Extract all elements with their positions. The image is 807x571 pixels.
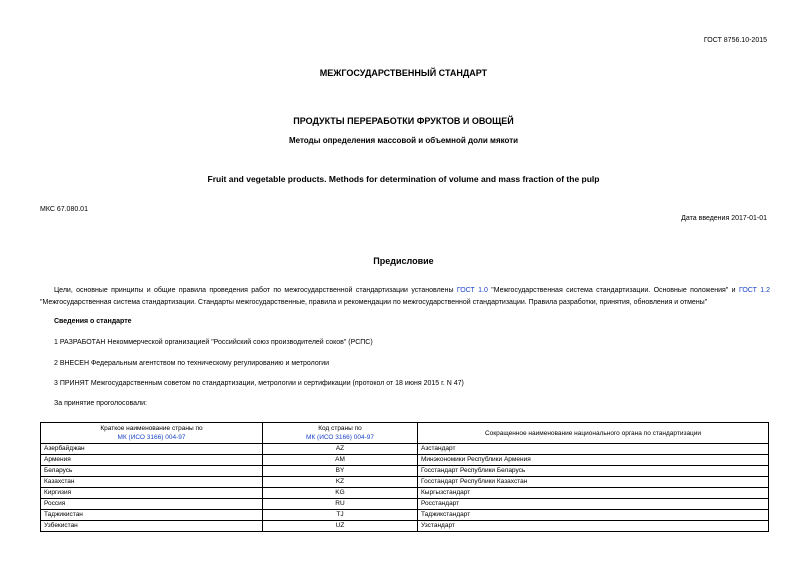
- cell-code: BY: [263, 466, 418, 477]
- cell-body: Росстандарт: [418, 499, 769, 510]
- cell-code: AZ: [263, 444, 418, 455]
- cell-body: Госстандарт Республики Казахстан: [418, 477, 769, 488]
- standard-type-heading: МЕЖГОСУДАРСТВЕННЫЙ СТАНДАРТ: [319, 68, 488, 78]
- table-header-row: [41, 423, 769, 444]
- table-row: [41, 444, 769, 455]
- english-title: Fruit and vegetable products. Methods for determination of volume and mass fraction of the pulp: [207, 174, 600, 184]
- mks-code: МКС 67.080.01: [40, 206, 88, 213]
- preface-text-2: "Межгосударственная система стандартизации. Основные положения" и: [487, 287, 739, 294]
- cell-code: AM: [263, 455, 418, 466]
- standard-info-heading: Сведения о стандарте: [54, 318, 132, 325]
- gost-1-2-link[interactable]: ГОСТ 1.2: [738, 287, 770, 294]
- table-row: [41, 466, 769, 477]
- header-body: Сокращенное наименование национального органа по стандартизации: [418, 423, 769, 444]
- cell-code: KG: [263, 488, 418, 499]
- table-row: [41, 521, 769, 532]
- cell-body: Госстандарт Республики Беларусь: [418, 466, 769, 477]
- cell-country: Россия: [41, 499, 263, 510]
- document-title: ПРОДУКТЫ ПЕРЕРАБОТКИ ФРУКТОВ И ОВОЩЕЙ: [293, 116, 514, 126]
- table-row: [41, 488, 769, 499]
- cell-country: Беларусь: [41, 466, 263, 477]
- info-item-2: 2 ВНЕСЕН Федеральным агентством по техническому регулированию и метрологии: [54, 360, 330, 367]
- cell-body: Узстандарт: [418, 521, 769, 532]
- table-row: [41, 477, 769, 488]
- cell-country: Азербайджан: [41, 444, 263, 455]
- cell-body: Минэкономики Республики Армения: [418, 455, 769, 466]
- table-row: [41, 499, 769, 510]
- cell-code: KZ: [263, 477, 418, 488]
- document-code: ГОСТ 8756.10-2015: [703, 37, 767, 44]
- header-code: Код страны по МК (ИСО 3166) 004-97: [263, 423, 418, 444]
- preface-heading: Предисловие: [373, 256, 434, 266]
- cell-code: UZ: [263, 521, 418, 532]
- cell-country: Таджикистан: [41, 510, 263, 521]
- mk-iso-link-1[interactable]: МК (ИСО 3166) 004-97: [117, 434, 186, 441]
- cell-country: Армения: [41, 455, 263, 466]
- cell-country: Киргизия: [41, 488, 263, 499]
- document-subtitle: Методы определения массовой и объемной доли мякоти: [288, 136, 519, 145]
- effective-date: Дата введения 2017-01-01: [681, 215, 767, 222]
- cell-body: Кыргызстандарт: [418, 488, 769, 499]
- info-item-3: 3 ПРИНЯТ Межгосударственным советом по стандартизации, метрологии и сертификации (протокол от 18 июня 2015 г. N 47): [54, 380, 464, 387]
- mk-iso-link-2[interactable]: МК (ИСО 3166) 004-97: [306, 434, 374, 441]
- info-item-1: 1 РАЗРАБОТАН Некоммерческой организацией "Российский союз производителей соков" (РСПС): [54, 339, 373, 346]
- header-country: Краткое наименование страны по МК (ИСО 3166) 004-97: [41, 423, 263, 444]
- cell-country: Казахстан: [41, 477, 263, 488]
- table-row: [41, 455, 769, 466]
- cell-code: TJ: [263, 510, 418, 521]
- gost-1-0-link[interactable]: ГОСТ 1.0: [456, 287, 488, 294]
- cell-body: Азстандарт: [418, 444, 769, 455]
- preface-text-3: "Межгосударственная система стандартизации. Стандарты межгосударственные, правила и рекомендации по межгосударственной стандартизации. Правила разработки, принятия, обновления и отмены": [40, 299, 708, 306]
- cell-country: Узбекистан: [41, 521, 263, 532]
- cell-code: RU: [263, 499, 418, 510]
- voting-countries-table: [40, 422, 769, 532]
- cell-body: Таджикстандарт: [418, 510, 769, 521]
- voted-label: За принятие проголосовали:: [54, 400, 147, 407]
- table-row: [41, 510, 769, 521]
- preface-paragraph: [40, 285, 770, 309]
- preface-text-1: Цели, основные принципы и общие правила проведения работ по межгосударственной стандартизации установлены: [54, 287, 457, 294]
